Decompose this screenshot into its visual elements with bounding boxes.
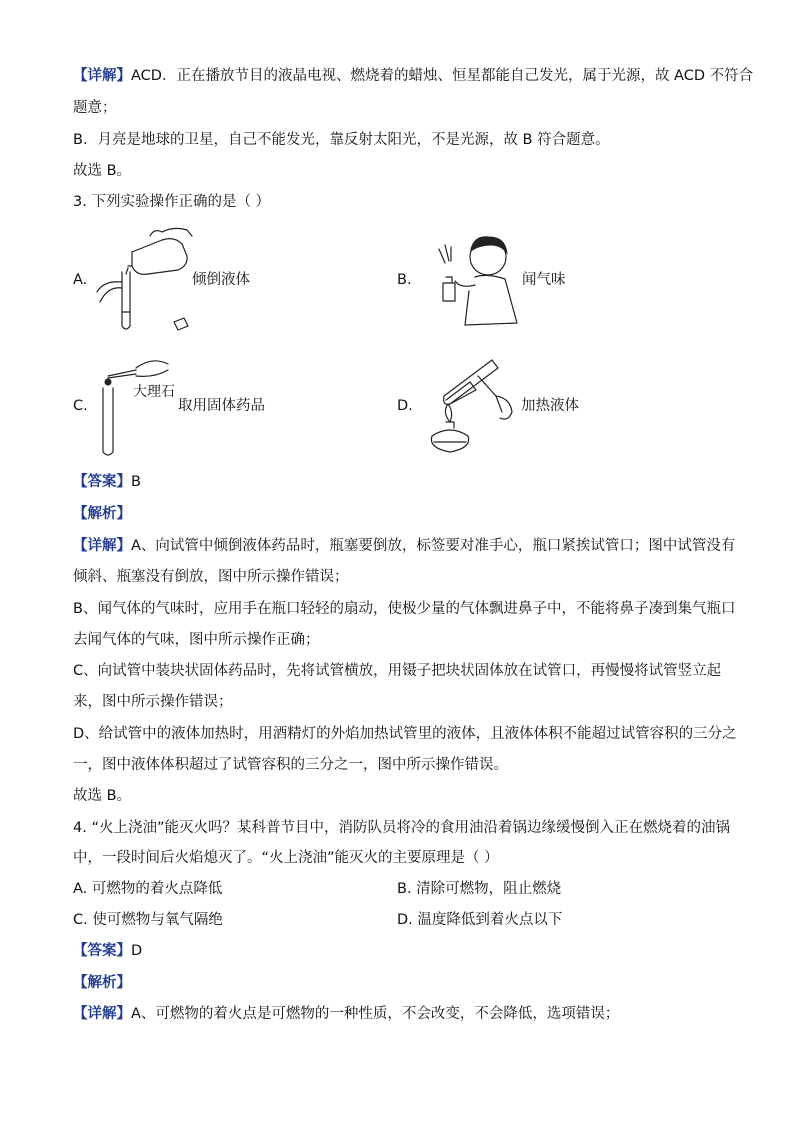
q3-option-d-caption: 加热液体 [521,398,579,414]
detail-tag: 【详解】 [73,538,131,554]
detail-line [73,98,117,118]
pouring-liquid-figure [92,222,197,337]
q3-conclusion [73,786,131,806]
question-4-text: 4. “火上浇油”能灭火吗？某科普节目中，消防队员将冷的食用油沿着锅边缘缓慢倒入正在燃烧着的油锅 [73,820,730,836]
heating-liquid-figure [420,352,520,462]
q4-analysis [73,973,131,993]
answer-text: B [131,474,141,490]
q3-option-c-caption: 取用固体药品 [178,398,265,414]
q3-option-a-letter: A. [73,272,88,288]
detail-text: A、向试管中倾倒液体药品时，瓶塞要倒放，标签要对准手心，瓶口紧挨试管口；图中试管没有 [131,538,736,554]
answer-tag: 【答案】 [73,943,131,959]
detail-text: C、向试管中装块状固体药品时，先将试管横放，用镊子把块状固体放在试管口，再慢慢将试管竖立起 [73,663,722,679]
q3-answer [73,472,141,492]
detail-tag: 【详解】 [73,1006,131,1022]
q3-detail-line [73,755,508,775]
solid-drug-figure [96,348,176,460]
q3-analysis [73,504,131,524]
q3-detail-line [73,630,320,650]
answer-text: D [131,943,143,959]
detail-text: 一，图中液体体积超过了试管容积的三分之一，图中所示操作错误。 [73,757,508,773]
conclusion-text: 故选 B。 [73,163,132,179]
q3-option-c-letter: C. [73,398,88,414]
q3-detail-line [73,599,735,619]
question-4-stem [73,848,499,868]
detail-text: 来，图中所示操作错误； [73,694,233,710]
analysis-tag: 【解析】 [73,975,131,991]
question-4-stem [73,818,730,838]
q3-detail-line [73,692,233,712]
detail-text: ACD．正在播放节目的液晶电视、燃烧着的蜡烛、恒星都能自己发光，属于光源，故 ACD 不符合 [131,68,754,84]
detail-text: 倾斜、瓶塞没有倒放，图中所示操作错误； [73,569,349,585]
analysis-tag: 【解析】 [73,506,131,522]
q4-option-a: A. 可燃物的着火点降低 [73,881,223,897]
q4-detail-line [73,1004,619,1024]
question-3-stem [73,192,270,212]
q4-option-b: B. 清除可燃物，阻止燃烧 [397,881,562,897]
marble-label: 大理石 [133,384,175,400]
question-4-text: 中，一段时间后火焰熄灭了。“火上浇油”能灭火的主要原理是（ ） [73,850,499,866]
detail-line [73,130,610,150]
q4-option-d: D. 温度降低到着火点以下 [397,912,563,928]
q4-answer [73,941,142,961]
conclusion-line [73,161,131,181]
detail-text: B、闻气体的气味时，应用手在瓶口轻轻的扇动，使极少量的气体飘进鼻子中，不能将鼻子凑到集气瓶口 [73,601,736,617]
detail-tag: 【详解】 [73,68,131,84]
question-3-text: 3. 下列实验操作正确的是（ ） [73,194,271,210]
q3-option-b-caption: 闻气味 [522,272,566,288]
q3-detail-line [73,661,721,681]
q3-option-a-caption: 倾倒液体 [192,272,250,288]
q3-option-d-letter: D. [397,398,413,414]
q3-detail-line [73,724,737,744]
q4-option-c: C. 使可燃物与氧气隔绝 [73,912,223,928]
detail-text: A、可燃物的着火点是可燃物的一种性质，不会改变，不会降低，选项错误； [131,1006,620,1022]
q3-option-b-letter: B. [397,272,412,288]
detail-line [73,66,753,86]
detail-text: D、给试管中的液体加热时，用酒精灯的外焰加热试管里的液体，且液体体积不能超过试管容积的三分之 [73,726,737,742]
detail-text: 去闻气体的气味，图中所示操作正确； [73,632,320,648]
q3-detail-line [73,536,735,556]
q3-detail-line [73,567,349,587]
conclusion-text: 故选 B。 [73,788,132,804]
smelling-gas-figure [425,227,523,331]
detail-text: 题意； [73,100,117,116]
detail-text: B．月亮是地球的卫星，自己不能发光，靠反射太阳光，不是光源，故 B 符合题意。 [73,132,610,148]
answer-tag: 【答案】 [73,474,131,490]
